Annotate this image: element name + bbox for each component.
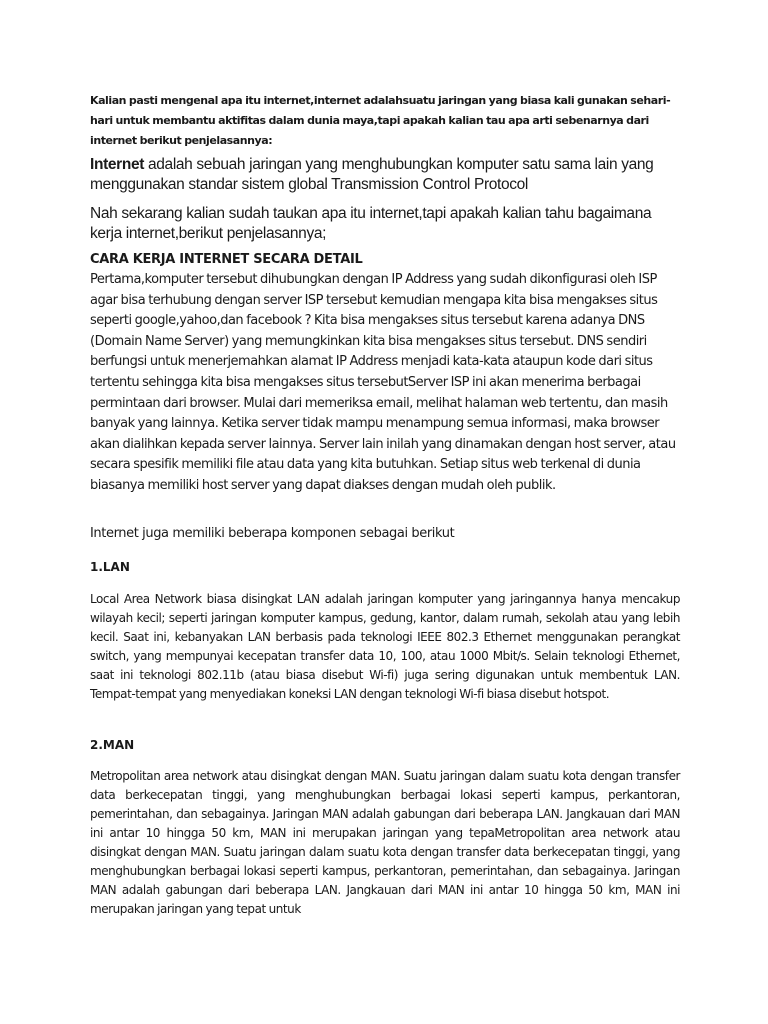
cara-kerja-paragraph: Pertama,komputer tersebut dihubungkan dengan IP Address yang sudah dikonfigurasi oleh ISP agar bisa terhubung dengan server ISP tersebut kemudian mengapa kita bisa mengakses situs seperti google,yahoo,dan facebook ? Kita bisa mengakses situs tersebut karena adanya DNS (Domain Name Server) yang memungkinkan kita bisa mengakses situs tersebut. DNS sendiri berfungsi untuk menerjemahkan alamat IP Address menjadi kata-kata ataupun kode dari situs tertentu sehingga kita bisa mengakses situs tersebutServer ISP ini akan menerima berbagai permintaan dari browser. Mulai dari memeriksa email, melihat halaman web tertentu, dan masih banyak yang lainnya. Ketika server tidak mampu menampung semua informasi, maka browser akan dialihkan kepada server lainnya. Server lain inilah yang dinamakan dengan host server, atau secara spesifik memiliki file atau data yang kita butuhkan. Setiap situs web terkenal di dunia biasanya memiliki host server yang dapat diakses dengan mudah oleh publik. (90, 272, 676, 493)
intro-paragraph: Kalian pasti mengenal apa itu internet,internet adalahsuatu jaringan yang biasa kali gunakan sehari-hari untuk membantu aktifitas dalam dunia maya,tapi apakah kalian tau apa arti sebenarnya dari internet berikut penjelasannya: (90, 94, 671, 147)
heading-man: 2.MAN (90, 738, 135, 752)
internet-definition-text: adalah sebuah jaringan yang menghubungkan komputer satu sama lain yang menggunakan standar sistem global Transmission Control Protocol (90, 156, 654, 193)
heading-lan: 1.LAN (90, 560, 130, 574)
man-paragraph: Metropolitan area network atau disingkat dengan MAN. Suatu jaringan dalam suatu kota dengan transfer data berkecepatan tinggi, yang menghubungkan berbagai lokasi seperti kampus, perkantoran, pemerintahan, dan sebagainya. Jaringan MAN adalah gabungan dari beberapa LAN. Jangkauan dari MAN ini antar 10 hingga 50 km, MAN ini merupakan jaringan yang tepaMetropolitan area network atau disingkat dengan MAN. Suatu jaringan dalam suatu kota dengan transfer data berkecepatan tinggi, yang menghubungkan berbagai lokasi seperti kampus, perkantoran, pemerintahan, dan sebagainya. Jaringan MAN adalah gabungan dari beberapa LAN. Jangkauan dari MAN ini antar 10 hingga 50 km, MAN ini merupakan jaringan yang tepat untuk (90, 769, 680, 916)
internet-definition-paragraph (90, 155, 680, 195)
lan-paragraph: Local Area Network biasa disingkat LAN adalah jaringan komputer yang jaringannya hanya mencakup wilayah kecil; seperti jaringan komputer kampus, gedung, kantor, dalam rumah, sekolah atau yang lebih kecil. Saat ini, kebanyakan LAN berbasis pada teknologi IEEE 802.3 Ethernet menggunakan perangkat switch, yang mempunyai kecepatan transfer data 10, 100, atau 1000 Mbit/s. Selain teknologi Ethernet, saat ini teknologi 802.11b (atau biasa disebut Wi-fi) juga sering digunakan untuk membentuk LAN. Tempat-tempat yang menyediakan koneksi LAN dengan teknologi Wi-fi biasa disebut hotspot. (90, 592, 680, 701)
komponen-paragraph: Internet juga memiliki beberapa komponen sebagai berikut (90, 526, 455, 541)
internet-term: Internet (90, 156, 145, 173)
heading-cara-kerja: CARA KERJA INTERNET SECARA DETAIL (90, 252, 363, 267)
nah-paragraph: Nah sekarang kalian sudah taukan apa itu internet,tapi apakah kalian tahu bagaimana kerja internet,berikut penjelasannya; (90, 205, 652, 242)
